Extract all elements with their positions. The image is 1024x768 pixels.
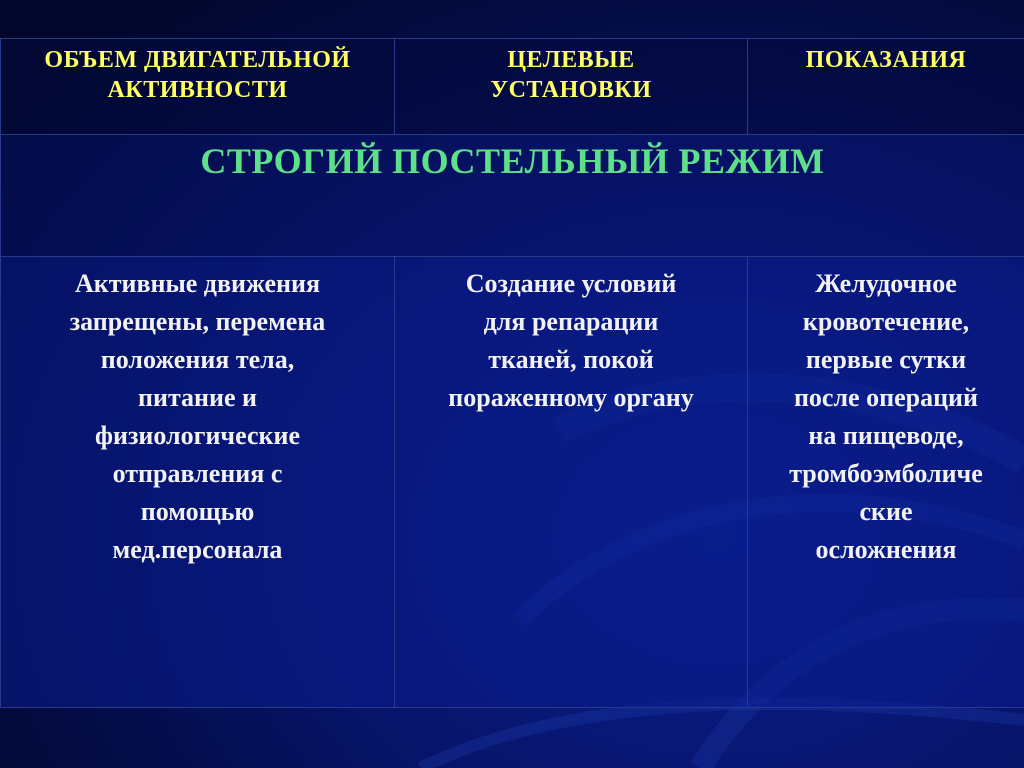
header-cell-indications: [748, 39, 1024, 135]
header-row: [1, 39, 1024, 135]
goals-text: Создание условий для репарации тканей, покой пораженному органу: [448, 269, 694, 412]
indications-text: Желудочное кровотечение, первые сутки после операций на пищеводе, тромбоэмболиче ские осложнения: [789, 269, 983, 564]
cell-indications: [748, 257, 1024, 708]
mode-row: [1, 135, 1024, 257]
content-row: [1, 257, 1024, 708]
cell-activity: [1, 257, 395, 708]
cell-goals: [395, 257, 748, 708]
regimen-table: [0, 38, 1024, 708]
header-indications-text: ПОКАЗАНИЯ: [805, 47, 967, 73]
mode-title: СТРОГИЙ ПОСТЕЛЬНЫЙ РЕЖИМ: [200, 141, 825, 181]
mode-cell: [1, 135, 1024, 257]
header-cell-goals: [395, 39, 748, 135]
header-activity-text: ОБЪЕМ ДВИГАТЕЛЬНОЙ АКТИВНОСТИ: [44, 47, 351, 103]
header-cell-activity: [1, 39, 395, 135]
activity-text: Активные движения запрещены, перемена положения тела, питание и физиологические отправления с помощью мед.персонала: [69, 269, 326, 564]
header-goals-text: ЦЕЛЕВЫЕ УСТАНОВКИ: [490, 47, 652, 103]
